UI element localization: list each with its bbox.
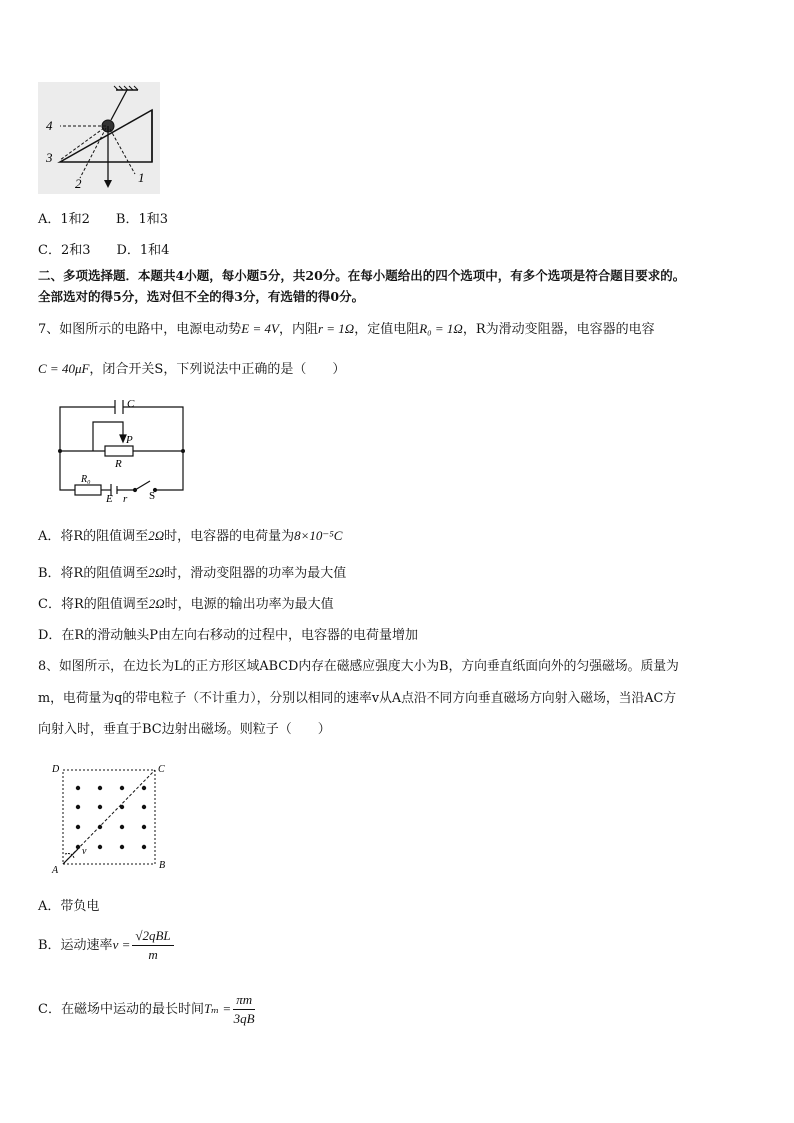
q8-opt-b-numerator: √2qBL <box>132 928 173 946</box>
q7-opt-c-value: 2Ω <box>148 596 165 611</box>
label-1: 1 <box>138 170 145 185</box>
q8-stem-line2: m，电荷量为q的带电粒子（不计重力），分别以相同的速率v从A点沿不同方向垂直磁场方向射入磁场，当沿AC方 <box>38 691 677 706</box>
q7-capacitance: C = 40μF <box>38 361 90 376</box>
circuit-label-e: E <box>106 493 113 505</box>
q7-opt-b-value: 2Ω <box>148 565 165 580</box>
q8-option-a: A．带负电 <box>38 899 100 914</box>
q7-option-b <box>38 562 346 581</box>
label-2: 2 <box>75 176 82 191</box>
corner-d: D <box>52 764 60 775</box>
label-4: 4 <box>46 118 53 133</box>
circuit-label-r: R <box>115 458 122 470</box>
q7-opt-c-text2: 时，电源的输出功率为最大值 <box>164 597 334 612</box>
circuit-label-s: S <box>149 490 156 502</box>
section2-heading-line2: 全部选对的得5分，选对但不全的得3分，有选错的得0分。 <box>38 289 365 304</box>
q8-option-c <box>38 992 257 1027</box>
q7-opt-a-text: A．将R的阻值调至 <box>38 529 149 544</box>
q7-stem-line1 <box>38 318 655 337</box>
q7-text-d: ，R为滑动变阻器，电容器的电容 <box>462 322 655 337</box>
corner-b: B <box>159 860 166 871</box>
q8-stem-line3: 向射入时，垂直于BC边射出磁场。则粒子（ ） <box>38 722 331 737</box>
circuit-label-internal-r: r <box>123 493 128 505</box>
q7-text-e: ，闭合开关S，下列说法中正确的是（ ） <box>89 362 346 377</box>
q7-r0: R₀ = 1Ω <box>419 321 463 336</box>
q7-option-c <box>38 593 334 612</box>
label-3: 3 <box>46 150 53 165</box>
q6-options-row1: A．1和2 B．1和3 <box>38 212 169 227</box>
circuit-figure <box>55 395 190 505</box>
q7-opt-a-text2: 时，电容器的电荷量为 <box>164 529 295 544</box>
q8-opt-c-fraction <box>233 992 255 1027</box>
q8-opt-b-fraction <box>132 928 173 963</box>
q7-opt-a-charge: 8×10⁻⁵C <box>294 528 343 543</box>
velocity-label: v <box>82 846 87 857</box>
q8-stem-line1: 8、如图所示，在边长为L的正方形区域ABCD内存在磁感应强度大小为B，方向垂直纸面向外的匀强磁场。质量为 <box>38 659 679 674</box>
q8-opt-b-denominator: m <box>148 947 158 962</box>
circuit-label-c: C <box>127 398 135 410</box>
incline-diagram <box>38 82 160 194</box>
q7-opt-c-text: C．将R的阻值调至 <box>38 597 149 612</box>
q8-opt-c-denominator: 3qB <box>233 1011 255 1026</box>
incline-figure <box>38 82 160 194</box>
q7-opt-a-value: 2Ω <box>148 528 165 543</box>
q7-internal-r: r = 1Ω <box>317 321 355 336</box>
q8-opt-c-text: C．在磁场中运动的最长时间 <box>38 1002 204 1017</box>
magnetic-field-figure <box>48 760 178 875</box>
q8-opt-c-numerator: πm <box>233 992 255 1010</box>
q8-opt-b-text: B．运动速率 <box>38 938 113 953</box>
q8-opt-c-var: Tₘ = <box>203 1001 232 1016</box>
q6-options-row2: C．2和3 D．1和4 <box>38 243 170 258</box>
q7-text-c: ，定值电阻 <box>354 322 420 337</box>
corner-c: C <box>158 764 165 775</box>
circuit-diagram <box>55 395 190 505</box>
section2-heading-line1: 二、多项选择题．本题共4小题，每小题5分，共20分。在每小题给出的四个选项中，有多个选项是符合题目要求的。 <box>38 268 686 283</box>
circuit-label-r0: R₀ <box>81 474 91 485</box>
q7-stem-line2 <box>38 358 345 377</box>
q7-emf: E = 4V <box>241 321 279 336</box>
q8-opt-b-var: v = <box>112 937 131 952</box>
q7-option-d: D．在R的滑动触头P由左向右移动的过程中，电容器的电荷量增加 <box>38 628 418 643</box>
q7-text-a: 7、如图所示的电路中，电源电动势 <box>38 322 242 337</box>
q7-option-a <box>38 525 342 544</box>
circuit-label-p: P <box>126 434 133 446</box>
q7-opt-b-text2: 时，滑动变阻器的功率为最大值 <box>164 566 347 581</box>
q7-opt-b-text: B．将R的阻值调至 <box>38 566 149 581</box>
q7-text-b: ，内阻 <box>278 322 318 337</box>
magnetic-field-diagram <box>48 760 178 875</box>
q8-option-b <box>38 928 176 963</box>
corner-a: A <box>52 865 59 875</box>
